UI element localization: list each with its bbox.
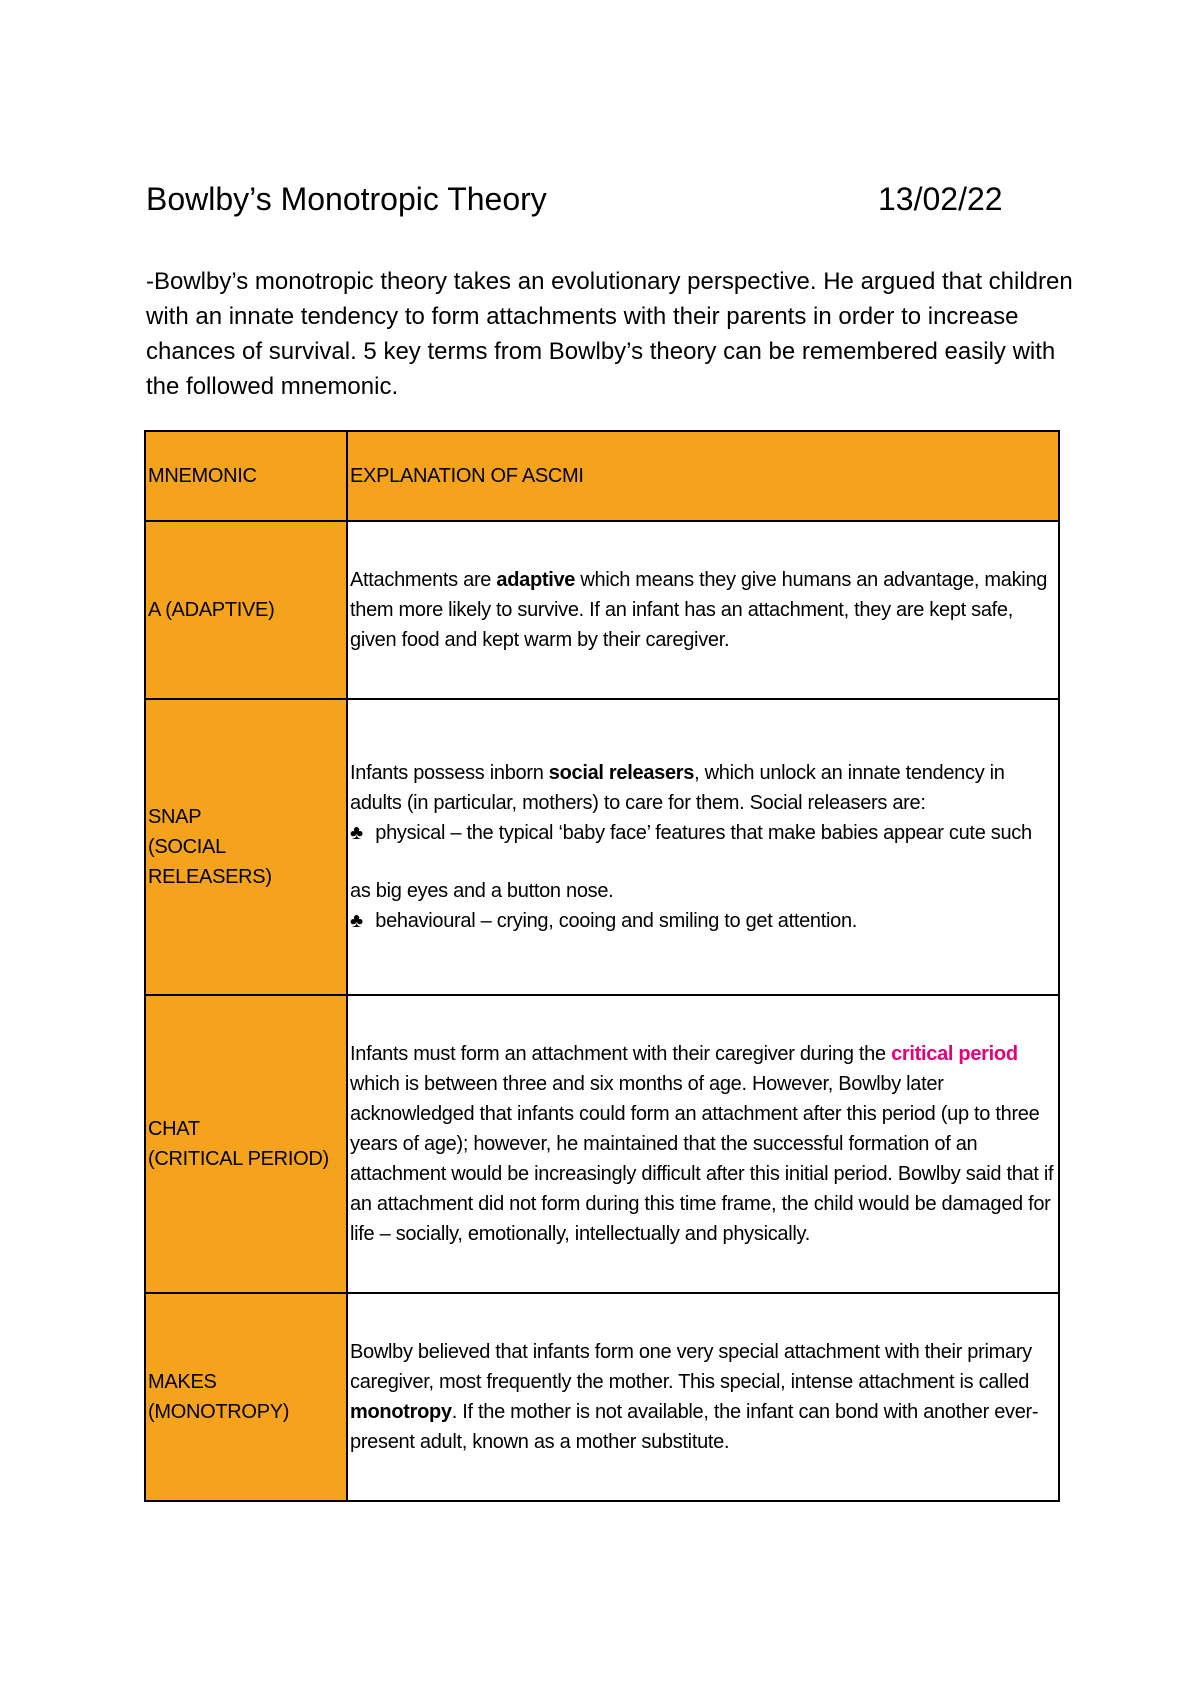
bullet-text: behavioural – crying, cooing and smiling to get attention.	[370, 910, 858, 932]
key-term-social-releasers: social releasers	[548, 762, 695, 784]
explanation-paragraph	[350, 1337, 1056, 1457]
club-bullet-icon: ♣	[350, 910, 363, 932]
explanation-cell-chat	[347, 995, 1059, 1293]
bullet-continuation: as big eyes and a button nose.	[350, 880, 614, 902]
explanation-text: Infants possess inborn	[350, 762, 549, 784]
table-row-chat	[145, 995, 1059, 1293]
explanation-adaptive	[350, 565, 1056, 655]
bullet-text: physical – the typical ‘baby face’ features that make babies appear cute such	[370, 822, 1032, 844]
bullet-behavioural	[350, 906, 1056, 936]
mnemonic-table	[144, 430, 1060, 1502]
mnemonic-cell-chat	[145, 995, 347, 1293]
explanation-text: which is between three and six months of age. However, Bowlby later acknowledged that infants could form an attachment after this period (up to three years of age); however, he maintained that the successful formation of an attachment would be increasingly difficult after this initial period. Bowlby said that if an attachment did not form during this time frame, the child would be damaged for life – socially, emotionally, intellectually and physically.	[350, 1073, 1054, 1245]
paragraph-gap	[350, 848, 1056, 876]
explanation-chat	[350, 1039, 1056, 1249]
explanation-cell-adaptive	[347, 521, 1059, 699]
explanation-paragraph	[350, 565, 1056, 655]
explanation-snap	[350, 758, 1056, 936]
explanation-text: Bowlby believed that infants form one very special attachment with their primary caregiver, most frequently the mother. This special, intense attachment is called	[350, 1341, 1032, 1393]
mnemonic-label-makes: MAKES (MONOTROPY)	[148, 1371, 290, 1423]
explanation-cell-makes	[347, 1293, 1059, 1501]
mnemonic-label-chat: CHAT (CRITICAL PERIOD)	[148, 1118, 329, 1170]
explanation-paragraph	[350, 758, 1056, 818]
mnemonic-label-adaptive: A (ADAPTIVE)	[148, 599, 275, 621]
intro-paragraph: -Bowlby’s monotropic theory takes an evolutionary perspective. He argued that children with an innate tendency to form attachments with their parents in order to increase chances of survival. 5 key terms from Bowlby’s theory can be remembered easily with the followed mnemonic.	[146, 268, 1073, 400]
explanation-text: which means they give humans an advantage, making them more likely to survive. If an infant has an attachment, they are kept safe, given food and kept warm by their caregiver.	[350, 569, 1048, 651]
header-explanation: EXPLANATION OF ASCMI	[347, 431, 1059, 521]
mnemonic-cell-adaptive	[145, 521, 347, 699]
explanation-makes	[350, 1337, 1056, 1457]
document-date: 13/02/22	[878, 181, 1003, 217]
explanation-text: , which unlock an innate tendency in adults (in particular, mothers) to care for them. Social releasers are:	[350, 762, 1005, 814]
key-term-adaptive: adaptive	[496, 569, 576, 591]
table-row-snap	[145, 699, 1059, 995]
table-row-makes	[145, 1293, 1059, 1501]
document-title: Bowlby’s Monotropic Theory	[146, 181, 547, 217]
header-mnemonic: MNEMONIC	[145, 431, 347, 521]
table-row-adaptive	[145, 521, 1059, 699]
explanation-text: Attachments are	[350, 569, 497, 591]
explanation-text: . If the mother is not available, the infant can bond with another ever- present adult, known as a mother substitute.	[350, 1401, 1039, 1453]
explanation-paragraph	[350, 1039, 1056, 1249]
table-header-row	[145, 431, 1059, 521]
bullet-physical	[350, 818, 1056, 848]
key-term-monotropy: monotropy	[350, 1401, 452, 1423]
key-term-critical-period: critical period	[891, 1043, 1018, 1065]
explanation-cell-snap	[347, 699, 1059, 995]
mnemonic-cell-makes	[145, 1293, 347, 1501]
title-row	[146, 178, 1026, 224]
club-bullet-icon: ♣	[350, 822, 363, 844]
mnemonic-label-snap: SNAP (SOCIAL RELEASERS)	[148, 806, 272, 888]
mnemonic-cell-snap	[145, 699, 347, 995]
explanation-text: Infants must form an attachment with their caregiver during the	[350, 1043, 892, 1065]
